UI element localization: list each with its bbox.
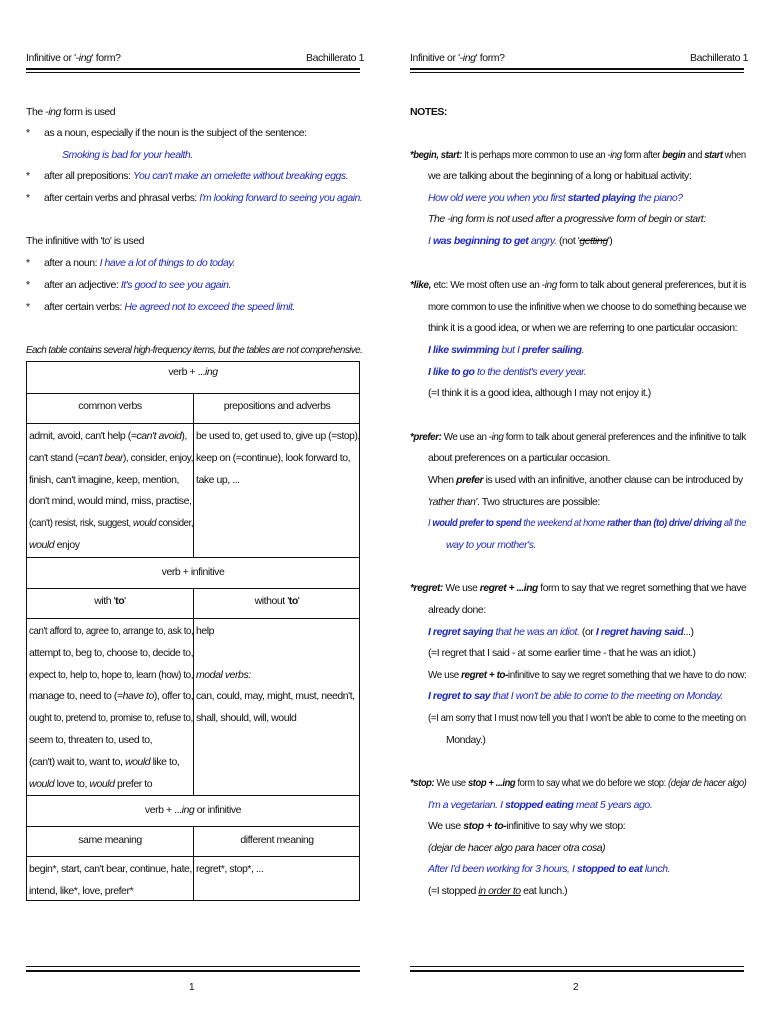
table-section-title: verb + ...ing xyxy=(168,366,218,378)
table-vdivider xyxy=(193,826,194,901)
header-rule xyxy=(410,68,744,70)
example-text: way to your mother's. xyxy=(446,539,537,551)
bullet-text: after an adjective: It's good to see you again. xyxy=(44,279,231,291)
note-regret-line: We use regret + to-infinitive to say we regret something that we have to do now: xyxy=(428,669,747,681)
table-cell: help modal verbs: can, could, may, might, must, needn't, shall, should, will, would xyxy=(196,625,355,725)
footer-rule xyxy=(26,970,360,972)
table-cell: admit, avoid, can't help (=can't avoid), can't stand (=can't bear), consider, enjoy, finish, can't imagine, keep, mention, don't mind, would mind, miss, practise, (can't) resist, risk, suggest, would consider, would enjoy xyxy=(29,430,194,551)
note-like-line: (=I think it is a good idea, although I may not enjoy it.) xyxy=(428,387,651,399)
table-note: Each table contains several high-frequency items, but the tables are not comprehensive. xyxy=(26,344,363,356)
bullet-marker: * xyxy=(26,301,30,313)
note-regret-line: (=I regret that I said - at some earlier time - that he was an idiot.) xyxy=(428,647,696,659)
bullet-text: after certain verbs and phrasal verbs: I'm looking forward to seeing you again. xyxy=(44,192,363,204)
bullet-text: after all prepositions: You can't make an omelette without breaking eggs. xyxy=(44,170,349,182)
header-rule xyxy=(26,68,360,70)
table-cell: begin*, start, can't bear, continue, hate, intend, like*, love, prefer* xyxy=(29,863,192,897)
table-col-header: same meaning xyxy=(78,834,142,846)
header-course: Bachillerato 1 xyxy=(690,52,749,64)
table-col-header: prepositions and adverbs xyxy=(223,400,331,412)
example-text: How old were you when you first started playing the piano? xyxy=(428,192,683,204)
header-rule-thin xyxy=(410,72,744,73)
footer-rule xyxy=(410,970,744,972)
example-text: I regret to say that I won't be able to come to the meeting on Monday. xyxy=(428,690,723,702)
table-divider xyxy=(27,557,359,558)
example-text: After I'd been working for 3 hours, I stopped to eat lunch. xyxy=(428,863,671,875)
header-title: Infinitive or '-ing' form? xyxy=(26,52,121,64)
bullet-marker: * xyxy=(26,192,30,204)
note-regret-line: *regret: We use regret + ...ing form to say that we regret something that we have xyxy=(410,582,747,594)
table-divider xyxy=(27,795,359,796)
table-section-title: verb + ...ing or infinitive xyxy=(144,804,242,816)
note-begin-line: *begin, start: It is perhaps more common to use an -ing form after begin and start when xyxy=(410,149,746,161)
example-text: Smoking is bad for your health. xyxy=(62,149,193,161)
bullet-marker: * xyxy=(26,127,30,139)
note-like-line: *like, etc: We most often use an -ing form to talk about general preferences, but it is xyxy=(410,279,746,291)
table-col-header: without 'to' xyxy=(254,595,300,607)
table-col-header: common verbs xyxy=(78,400,142,412)
table-cell: be used to, get used to, give up (=stop), keep on (=continue), look forward to, take up, ... xyxy=(196,430,360,486)
note-begin-line: we are talking about the beginning of a long or habitual activity: xyxy=(428,170,692,182)
notes-label: NOTES: xyxy=(410,106,447,118)
table-cell: regret*, stop*, ... xyxy=(196,863,264,875)
bullet-marker: * xyxy=(26,170,30,182)
note-prefer-line: 'rather than'. Two structures are possible: xyxy=(428,496,600,508)
note-regret-line: already done: xyxy=(428,604,486,616)
bullet-text: after a noun: I have a lot of things to do today. xyxy=(44,257,235,269)
note-stop-line: (dejar de hacer algo para hacer otra cosa) xyxy=(428,842,606,854)
example-text: I would prefer to spend the weekend at home rather than (to) drive/ driving all the xyxy=(428,517,746,529)
example-text: I was beginning to get angry. (not 'getting') xyxy=(428,235,613,247)
note-stop-line: *stop: We use stop + ...ing form to say what we do before we stop: (dejar de hacer algo) xyxy=(410,777,747,789)
note-regret-line: (=I am sorry that I must now tell you that I won't be able to come to the meeting on xyxy=(428,712,746,724)
header-course: Bachillerato 1 xyxy=(306,52,365,64)
header-title: Infinitive or '-ing' form? xyxy=(410,52,505,64)
page-2 xyxy=(384,0,768,1024)
footer-rule-thin xyxy=(26,966,360,967)
bullet-marker: * xyxy=(26,257,30,269)
page-number: 2 xyxy=(573,982,579,993)
example-text: I like swimming but I prefer sailing. xyxy=(428,344,585,356)
table-cell: can't afford to, agree to, arrange to, ask to, attempt to, beg to, choose to, decide to, expect to, help to, hope to, learn (how) to, manage to, need to (=have to), offer to, ought to, pretend to, promise to, refuse to, seem to, threaten to, used to, (can't) wait to, want to, would like to, would love to, would prefer to xyxy=(29,625,194,790)
footer-rule-thin xyxy=(410,966,744,967)
note-like-line: more common to use the infinitive when we choose to do something because we xyxy=(428,301,747,313)
example-text: I'm a vegetarian. I stopped eating meat 5 years ago. xyxy=(428,799,653,811)
note-prefer-line: When prefer is used with an infinitive, another clause can be introduced by xyxy=(428,474,743,486)
page-number: 1 xyxy=(189,982,195,993)
table-col-header: with 'to' xyxy=(94,595,126,607)
table-col-header: different meaning xyxy=(240,834,314,846)
note-stop-line: We use stop + to-infinitive to say why we stop: xyxy=(428,820,626,832)
note-prefer-line: about preferences on a particular occasion. xyxy=(428,452,611,464)
bullet-text: after certain verbs: He agreed not to exceed the speed limit. xyxy=(44,301,295,313)
ing-heading: The -ing form is used xyxy=(26,106,116,118)
note-like-line: think it is a good idea, or when we are referring to one particular occasion: xyxy=(428,322,738,334)
verb-table xyxy=(26,361,360,901)
note-begin-line: The -ing form is not used after a progressive form of begin or start: xyxy=(428,213,706,225)
header-rule-thin xyxy=(26,72,360,73)
note-regret-line: Monday.) xyxy=(446,734,486,746)
example-text: I regret saying that he was an idiot. (or I regret having said...) xyxy=(428,626,694,638)
bullet-text: as a noun, especially if the noun is the subject of the sentence: xyxy=(44,127,307,139)
example-text: I like to go to the dentist's every year. xyxy=(428,366,587,378)
infinitive-heading: The infinitive with 'to' is used xyxy=(26,235,145,247)
note-prefer-line: *prefer: We use an -ing form to talk about general preferences and the infinitive to talk xyxy=(410,431,746,443)
table-section-title: verb + infinitive xyxy=(161,566,225,578)
note-stop-line: (=I stopped in order to eat lunch.) xyxy=(428,885,568,897)
bullet-marker: * xyxy=(26,279,30,291)
